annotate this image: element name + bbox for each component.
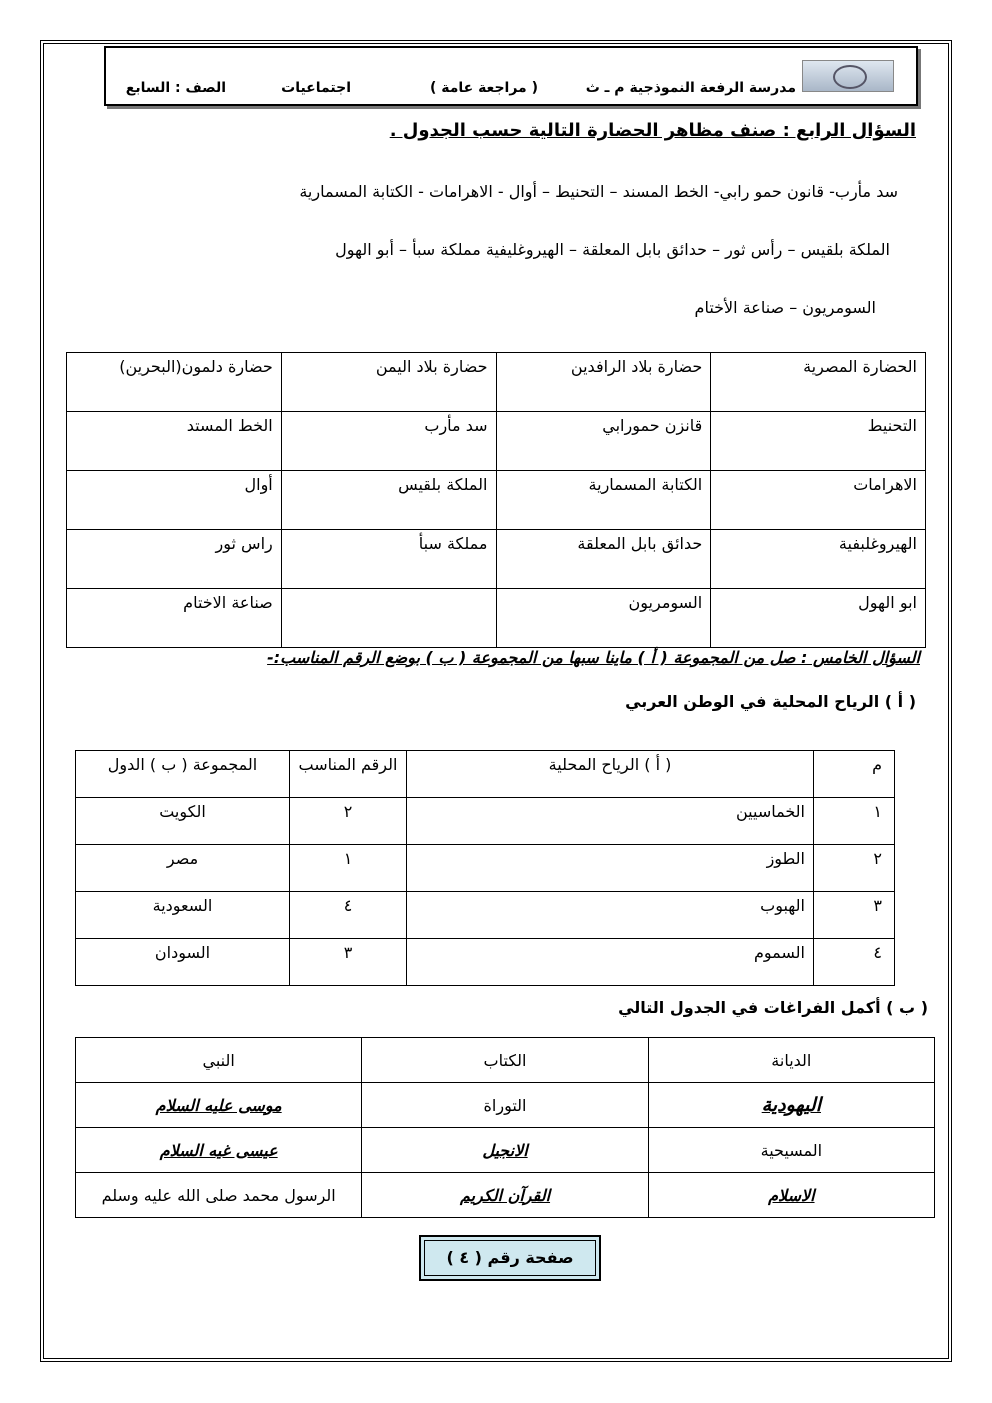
table-row <box>76 1083 935 1128</box>
table-row <box>67 412 926 471</box>
table-row <box>76 845 895 892</box>
winds-table <box>75 750 895 986</box>
review-label: ( مراجعة عامة ) <box>429 80 538 96</box>
table-cell: الهيروغلبفية <box>711 530 926 589</box>
part-a-title: ( أ ) الرياح المحلية في الوطن العربي <box>625 692 916 711</box>
table-cell: مملكة سبأ <box>281 530 496 589</box>
table-cell: ٢ <box>290 798 407 845</box>
table-row <box>76 1173 935 1218</box>
table-cell: الخط المستد <box>67 412 282 471</box>
table-cell: حدائق بابل المعلقة <box>496 530 711 589</box>
table-cell: المسيحية <box>648 1128 934 1173</box>
table-cell <box>281 589 496 648</box>
civilization-table <box>66 352 926 648</box>
table-header-cell: الحضارة المصرية <box>711 353 926 412</box>
table-cell: الهبوب <box>407 892 814 939</box>
document-header <box>104 46 918 106</box>
table-header-cell: المجموعة ( ب ) الدول <box>76 751 290 798</box>
table-cell: التوراة <box>362 1083 648 1128</box>
table-cell: الملكة بلقيس <box>281 471 496 530</box>
part-b-title: ( ب ) أكمل الفراغات في الجدول التالي <box>618 998 928 1017</box>
table-cell: الخماسيين <box>407 798 814 845</box>
table-header-cell: الديانة <box>648 1038 934 1083</box>
table-cell: السموم <box>407 939 814 986</box>
table-header-cell: ( أ ) الرياح المحلية <box>407 751 814 798</box>
q4-items-line: الملكة بلقيس – رأس ثور – حدائق بابل المعلقة – الهيروغليفية مملكة سبأ – أبو الهول <box>335 240 890 259</box>
table-header-cell: حضارة بلاد الرافدين <box>496 353 711 412</box>
table-cell-answer: الانجيل <box>362 1128 648 1173</box>
page-number: صفحة رقم ( ٤ ) <box>446 1248 574 1267</box>
page-number-inner-border <box>424 1240 596 1276</box>
subject-label: اجتماعيات <box>281 80 351 96</box>
table-cell: السعودية <box>76 892 290 939</box>
q4-items-line: السومريون – صناعة الأختام <box>694 298 876 317</box>
table-cell: التحنيط <box>711 412 926 471</box>
school-name: مدرسة الرفعة النموذجية م ـ ث <box>585 80 796 96</box>
table-row <box>76 939 895 986</box>
table-header-cell: الرقم المناسب <box>290 751 407 798</box>
table-cell: ٣ <box>290 939 407 986</box>
table-cell: ٤ <box>290 892 407 939</box>
table-header-cell: النبي <box>76 1038 362 1083</box>
q4-items-line: سد مأرب- قانون حمو رابي- الخط المسند – التحنيط – أوال - الاهرامات - الكتابة المسمارية <box>299 182 898 201</box>
table-cell: الكويت <box>76 798 290 845</box>
question-5-title: السؤال الخامس : صل من المجموعة ( أ ) ماينا سبها من المجموعة ( ب ) بوضع الرقم المناسب:- <box>267 648 920 667</box>
school-logo-icon <box>802 60 894 92</box>
table-cell: الاهرامات <box>711 471 926 530</box>
table-cell: أوال <box>67 471 282 530</box>
table-cell: السودان <box>76 939 290 986</box>
table-cell: الرسول محمد صلى الله عليه وسلم <box>76 1173 362 1218</box>
table-cell: صناعة الاختام <box>67 589 282 648</box>
table-header-row <box>76 751 895 798</box>
table-cell-answer: القرآن الكريم <box>362 1173 648 1218</box>
table-header-cell: حضارة دلمون(البحرين) <box>67 353 282 412</box>
table-cell: راس ثور <box>67 530 282 589</box>
table-row <box>76 1128 935 1173</box>
page-number-box <box>419 1235 601 1281</box>
table-header-row <box>76 1038 935 1083</box>
table-cell-answer: الاسلام <box>648 1173 934 1218</box>
question-4-title: السؤال الرابع : صنف مظاهر الحضارة التالية حسب الجدول . <box>389 120 916 141</box>
table-cell: ابو الهول <box>711 589 926 648</box>
table-cell: سد مأرب <box>281 412 496 471</box>
table-cell: الكتابة المسمارية <box>496 471 711 530</box>
table-row <box>67 471 926 530</box>
grade-label: الصف : السابع <box>125 80 226 96</box>
table-row <box>67 589 926 648</box>
table-cell: مصر <box>76 845 290 892</box>
table-cell-answer: موسى عليه السلام <box>76 1083 362 1128</box>
table-row <box>76 798 895 845</box>
table-cell: السومريون <box>496 589 711 648</box>
table-header-row <box>67 353 926 412</box>
table-header-cell: الكتاب <box>362 1038 648 1083</box>
table-header-cell: حضارة بلاد اليمن <box>281 353 496 412</box>
table-cell-answer: اليهودية <box>648 1083 934 1128</box>
table-cell: ١ <box>290 845 407 892</box>
table-cell: ٣ <box>814 892 895 939</box>
table-cell: قانزن حمورابي <box>496 412 711 471</box>
table-cell: ٤ <box>814 939 895 986</box>
table-cell-answer: عيسى غيه السلام <box>76 1128 362 1173</box>
table-cell: الطوز <box>407 845 814 892</box>
table-cell: ١ <box>814 798 895 845</box>
table-header-cell: م <box>814 751 895 798</box>
table-row <box>67 530 926 589</box>
table-row <box>76 892 895 939</box>
religions-table <box>75 1037 935 1218</box>
table-cell: ٢ <box>814 845 895 892</box>
